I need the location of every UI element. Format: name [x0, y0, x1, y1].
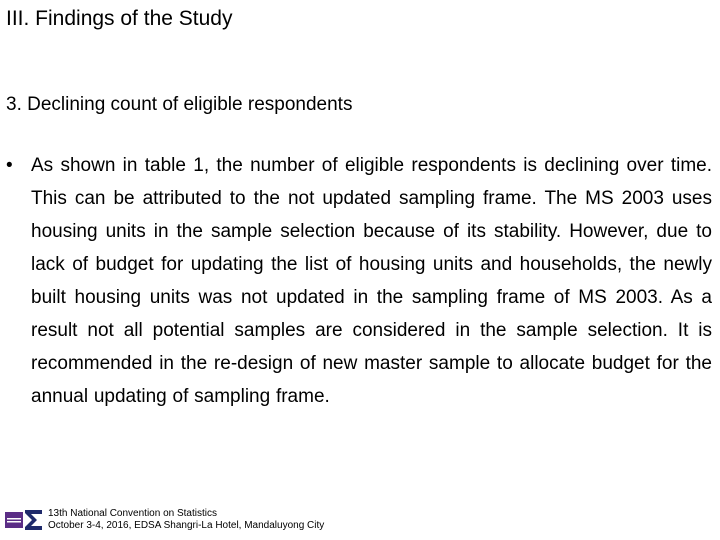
footer-line-event: 13th National Convention on Statistics [48, 508, 217, 519]
footer-text [48, 508, 324, 532]
bullet-list-item [6, 149, 712, 413]
section-heading: 3. Declining count of eligible respondents [6, 94, 353, 115]
footer-line-venue: October 3-4, 2016, EDSA Shangri-La Hotel, Mandaluyong City [48, 520, 325, 531]
bullet-icon: • [6, 155, 13, 176]
ncs-sigma-logo-icon [4, 506, 44, 534]
bullet-paragraph: As shown in table 1, the number of eligible respondents is declining over time. This can be attributed to the not updated sampling frame. The MS 2003 uses housing units in the sample selection because of its stability. However, due to lack of budget for updating the list of housing units and households, the newly built housing units was not updated in the sampling frame of MS 2003. As a result not all potential samples are considered in the sample selection. It is recommended in the re-design of new master sample to allocate budget for the annual updating of sampling frame. [31, 155, 712, 407]
slide-title: III. Findings of the Study [6, 7, 233, 30]
footer [4, 505, 404, 535]
